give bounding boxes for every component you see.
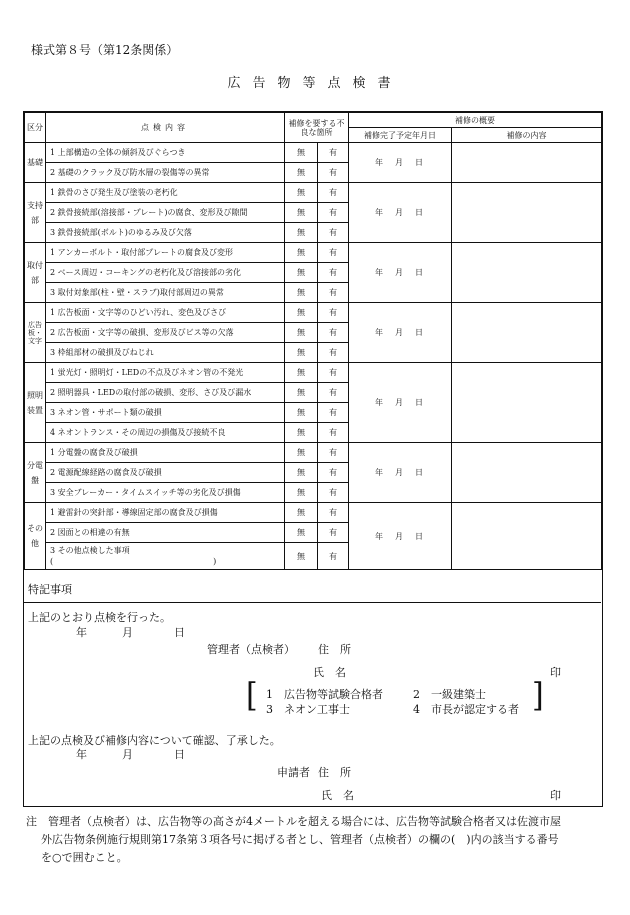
- mu-mark[interactable]: 無: [285, 163, 318, 183]
- yu-mark[interactable]: 有: [318, 363, 349, 383]
- check-item-text: 3 鉄骨接続部(ボルト)のゆるみ及び欠落: [50, 228, 192, 237]
- check-item: [46, 243, 285, 263]
- manager-seal: 印: [550, 666, 561, 679]
- repair-content-field[interactable]: [452, 143, 602, 183]
- check-item-text: 1 分電盤の腐食及び破損: [50, 448, 138, 457]
- check-item: [46, 403, 285, 423]
- table-row: [25, 503, 602, 523]
- check-item: [46, 263, 285, 283]
- mu-mark[interactable]: 無: [285, 363, 318, 383]
- check-item-text: 1 避雷針の突針部・導線固定部の腐食及び損傷: [50, 508, 218, 517]
- completion-date-field[interactable]: 年 月 日: [349, 443, 452, 503]
- header-repair-content: 補修の内容: [452, 128, 602, 143]
- mu-mark[interactable]: 無: [285, 463, 318, 483]
- yu-mark[interactable]: 有: [318, 343, 349, 363]
- check-item-text: 1 蛍光灯・照明灯・LEDの不点及びネオン管の不発光: [50, 368, 244, 377]
- yu-mark[interactable]: 有: [318, 283, 349, 303]
- check-item: [46, 343, 285, 363]
- category-label: 基礎: [25, 143, 46, 183]
- yu-mark[interactable]: 有: [318, 523, 349, 543]
- header-naiyo: 点検内容: [46, 113, 285, 143]
- mu-mark[interactable]: 無: [285, 203, 318, 223]
- remarks-label: 特記事項: [28, 583, 72, 596]
- other-item-paren: ( ): [50, 557, 217, 566]
- mu-mark[interactable]: 無: [285, 503, 318, 523]
- inspection-day: 日: [174, 626, 185, 639]
- mu-mark[interactable]: 無: [285, 323, 318, 343]
- inspection-year: 年: [76, 626, 87, 639]
- inspection-form: [23, 111, 603, 807]
- manager-label: 管理者（点検者）: [207, 643, 295, 656]
- applicant-seal: 印: [550, 789, 561, 802]
- category-label: 広告板・文字: [25, 303, 46, 363]
- check-item-text: 3 その他点検した事項: [50, 546, 130, 555]
- manager-address-label: 住 所: [318, 643, 351, 656]
- mu-mark[interactable]: 無: [285, 223, 318, 243]
- check-item: [46, 183, 285, 203]
- bracket-left: [: [246, 676, 258, 715]
- check-item: [46, 383, 285, 403]
- completion-date-field[interactable]: 年 月 日: [349, 243, 452, 303]
- check-item: [46, 163, 285, 183]
- yu-mark[interactable]: 有: [318, 423, 349, 443]
- yu-mark[interactable]: 有: [318, 143, 349, 163]
- check-item: [46, 523, 285, 543]
- check-item: [46, 443, 285, 463]
- check-item-text: 3 取付対象部(柱・壁・スラブ)取付部周辺の異常: [50, 288, 224, 297]
- remarks-section: [24, 577, 601, 603]
- check-item-text: 2 照明器具・LEDの取付部の破損、変形、さび及び漏水: [50, 388, 252, 397]
- yu-mark[interactable]: 有: [318, 543, 349, 570]
- check-item: [46, 463, 285, 483]
- document-title: 広告物等点検書: [227, 76, 403, 91]
- table-row: [25, 183, 602, 203]
- header-repair-summary: 補修の概要: [349, 113, 602, 128]
- yu-mark[interactable]: 有: [318, 483, 349, 503]
- confirmation-statement: 上記の点検及び補修内容について確認、了承した。: [28, 734, 281, 747]
- qualification-3: 3 ネオン工事士: [266, 703, 350, 716]
- yu-mark[interactable]: 有: [318, 163, 349, 183]
- mu-mark[interactable]: 無: [285, 343, 318, 363]
- footnote-line-2: 外広告物条例施行規則第17条第３項各号に掲げる者とし、管理者（点検者）の欄の( )内の該当する番号: [41, 833, 559, 846]
- table-row: [25, 143, 602, 163]
- check-item: [46, 303, 285, 323]
- yu-mark[interactable]: 有: [318, 503, 349, 523]
- check-item: [46, 223, 285, 243]
- check-item-text: 2 広告板面・文字等の破損、変形及びビス等の欠落: [50, 328, 234, 337]
- mu-mark[interactable]: 無: [285, 383, 318, 403]
- check-item: [46, 323, 285, 343]
- completion-date-field[interactable]: 年 月 日: [349, 143, 452, 183]
- header-row: [25, 113, 602, 128]
- check-item-text: 2 図面との相違の有無: [50, 528, 130, 537]
- check-item-text: 2 電源配線経路の腐食及び破損: [50, 468, 162, 477]
- completion-date-field[interactable]: 年 月 日: [349, 303, 452, 363]
- mu-mark[interactable]: 無: [285, 483, 318, 503]
- header-completion-date: 補修完了予定年月日: [349, 128, 452, 143]
- check-item-text: 1 上部構造の全体の傾斜及びぐらつき: [50, 148, 186, 157]
- check-item: [46, 143, 285, 163]
- footnote: [26, 813, 601, 867]
- inspection-table: [24, 112, 602, 570]
- yu-mark[interactable]: 有: [318, 243, 349, 263]
- check-item: [46, 423, 285, 443]
- check-item-text: 3 枠組部材の破損及びねじれ: [50, 348, 154, 357]
- form-number: 様式第８号（第12条関係）: [31, 43, 179, 57]
- yu-mark[interactable]: 有: [318, 183, 349, 203]
- mu-mark[interactable]: 無: [285, 443, 318, 463]
- check-item-text: 3 ネオン管・サポート類の破損: [50, 408, 162, 417]
- mu-mark[interactable]: 無: [285, 243, 318, 263]
- check-item: [46, 503, 285, 523]
- manager-name-label: 氏 名: [313, 666, 346, 679]
- repair-content-field[interactable]: [452, 503, 602, 570]
- yu-mark[interactable]: 有: [318, 323, 349, 343]
- check-item: [46, 203, 285, 223]
- mu-mark[interactable]: 無: [285, 143, 318, 163]
- check-item-text: 1 鉄骨のさび発生及び塗装の老朽化: [50, 188, 178, 197]
- repair-content-field[interactable]: [452, 443, 602, 503]
- mu-mark[interactable]: 無: [285, 263, 318, 283]
- table-row: [25, 303, 602, 323]
- table-row: [25, 243, 602, 263]
- footnote-line-1: 注 管理者（点検者）は、広告物等の高さが4メートルを超える場合には、広告物等試験合格者又は佐渡市屋: [26, 815, 561, 828]
- qualification-2: 2 一級建築士: [413, 688, 486, 701]
- check-item: [46, 483, 285, 503]
- header-kubun: 区分: [25, 113, 46, 143]
- mu-mark[interactable]: 無: [285, 183, 318, 203]
- repair-content-field[interactable]: [452, 183, 602, 243]
- header-defect: 補修を要する不良な箇所: [285, 113, 349, 143]
- mu-mark[interactable]: 無: [285, 423, 318, 443]
- mu-mark[interactable]: 無: [285, 543, 318, 570]
- mu-mark[interactable]: 無: [285, 283, 318, 303]
- check-item: [46, 363, 285, 383]
- check-item-text: 3 安全ブレーカー・タイムスイッチ等の劣化及び損傷: [50, 488, 241, 497]
- yu-mark[interactable]: 有: [318, 443, 349, 463]
- mu-mark[interactable]: 無: [285, 303, 318, 323]
- table-row: [25, 363, 602, 383]
- check-item-text: 2 鉄骨接続部(溶接部・プレート)の腐食、変形及び隙間: [50, 208, 248, 217]
- check-item-text: 4 ネオントランス・その周辺の損傷及び接続不良: [50, 428, 226, 437]
- yu-mark[interactable]: 有: [318, 303, 349, 323]
- applicant-label: 申請者: [277, 766, 310, 779]
- check-item-text: 1 アンカーボルト・取付部プレートの腐食及び変形: [50, 248, 233, 257]
- inspection-month: 月: [122, 626, 133, 639]
- confirmation-day: 日: [174, 748, 185, 761]
- yu-mark[interactable]: 有: [318, 263, 349, 283]
- qualification-4: 4 市長が認定する者: [413, 703, 519, 716]
- check-item: [46, 283, 285, 303]
- repair-content-field[interactable]: [452, 303, 602, 363]
- footnote-line-3: を○で囲むこと。: [41, 851, 128, 864]
- completion-date-field[interactable]: 年 月 日: [349, 363, 452, 443]
- yu-mark[interactable]: 有: [318, 203, 349, 223]
- completion-date-field[interactable]: 年 月 日: [349, 503, 452, 570]
- applicant-name-label: 氏 名: [321, 789, 354, 802]
- mu-mark[interactable]: 無: [285, 403, 318, 423]
- yu-mark[interactable]: 有: [318, 403, 349, 423]
- category-label: 照明装置: [25, 363, 46, 443]
- category-label: 分電盤: [25, 443, 46, 503]
- bracket-right: ]: [532, 676, 544, 715]
- yu-mark[interactable]: 有: [318, 223, 349, 243]
- table-row: [25, 443, 602, 463]
- category-label: 取付部: [25, 243, 46, 303]
- confirmation-year: 年: [76, 748, 87, 761]
- qualification-1: 1 広告物等試験合格者: [266, 688, 383, 701]
- category-label: 支持部: [25, 183, 46, 243]
- category-label: その他: [25, 503, 46, 570]
- repair-content-field[interactable]: [452, 243, 602, 303]
- applicant-address-label: 住 所: [318, 766, 351, 779]
- check-item-text: 2 基礎のクラック及び防水層の裂傷等の異常: [50, 168, 210, 177]
- check-item: [46, 543, 285, 570]
- yu-mark[interactable]: 有: [318, 383, 349, 403]
- mu-mark[interactable]: 無: [285, 523, 318, 543]
- inspection-statement: 上記のとおり点検を行った。: [28, 611, 171, 624]
- check-item-text: 2 ベース周辺・コーキングの老朽化及び溶接部の劣化: [50, 268, 241, 277]
- confirmation-month: 月: [122, 748, 133, 761]
- check-item-text: 1 広告板面・文字等のひどい汚れ、変色及びさび: [50, 308, 227, 317]
- completion-date-field[interactable]: 年 月 日: [349, 183, 452, 243]
- repair-content-field[interactable]: [452, 363, 602, 443]
- yu-mark[interactable]: 有: [318, 463, 349, 483]
